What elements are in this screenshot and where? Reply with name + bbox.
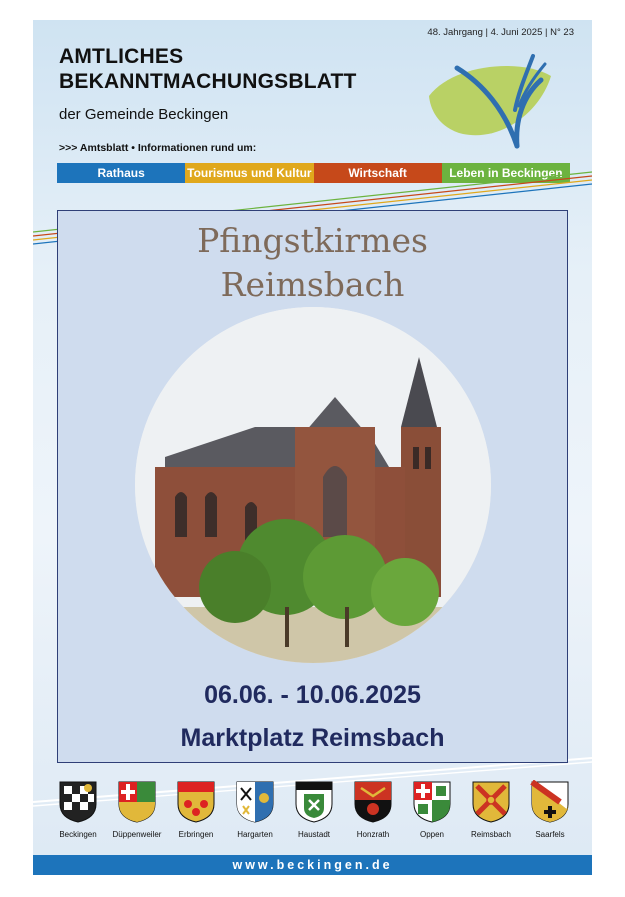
issue-info: 48. Jahrgang | 4. Juni 2025 | N° 23 — [427, 27, 574, 38]
masthead-title — [59, 44, 357, 94]
poster-title-line1: Pfingstkirmes — [197, 221, 428, 260]
honzrath-crest-icon — [353, 780, 393, 824]
beckingen-crest-icon — [58, 780, 98, 824]
haustadt-crest-icon — [294, 780, 334, 824]
crest-reimsbach — [462, 780, 520, 839]
crest-honzrath — [344, 780, 402, 839]
oppen-crest-icon — [412, 780, 452, 824]
crest-label: Erbringen — [178, 830, 214, 839]
nav-rathaus[interactable]: Rathaus — [57, 163, 185, 183]
saarfels-crest-icon — [530, 780, 570, 824]
crest-label: Düppenweiler — [112, 830, 162, 839]
event-location: Marktplatz Reimsbach — [180, 724, 445, 752]
crest-label: Beckingen — [59, 830, 97, 839]
nav-tourismus-kultur[interactable]: Tourismus und Kultur — [185, 163, 313, 183]
crest-label: Saarfels — [535, 830, 565, 839]
church-photo — [135, 307, 491, 663]
hargarten-crest-icon — [235, 780, 275, 824]
crest-dueppenweiler — [108, 780, 166, 839]
crest-saarfels — [521, 780, 579, 839]
crest-hargarten — [226, 780, 284, 839]
crest-beckingen — [49, 780, 107, 839]
crest-label: Haustadt — [297, 830, 331, 839]
poster-title-line2: Reimsbach — [220, 265, 405, 304]
masthead-title-line1: AMTLICHES — [59, 45, 184, 68]
masthead-title-line2: BEKANNTMACHUNGSBLATT — [59, 70, 357, 93]
crest-erbringen — [167, 780, 225, 839]
erbringen-crest-icon — [176, 780, 216, 824]
tagline: >>> Amtsblatt • Informationen rund um: — [59, 142, 257, 154]
crest-haustadt — [285, 780, 343, 839]
nav-wirtschaft[interactable]: Wirtschaft — [314, 163, 442, 183]
village-crests — [49, 780, 579, 839]
nav-leben-in-beckingen[interactable]: Leben in Beckingen — [442, 163, 570, 183]
dueppenweiler-crest-icon — [117, 780, 157, 824]
municipality-logo — [423, 50, 563, 155]
masthead-subtitle: der Gemeinde Beckingen — [59, 106, 229, 123]
crest-label: Honzrath — [356, 830, 390, 839]
website-url[interactable]: www.beckingen.de — [33, 855, 592, 875]
crest-label: Hargarten — [237, 830, 273, 839]
crest-label: Reimsbach — [470, 830, 511, 839]
event-poster — [57, 210, 568, 763]
crest-label: Oppen — [419, 830, 445, 839]
reimsbach-crest-icon — [471, 780, 511, 824]
event-dates: 06.06. - 10.06.2025 — [204, 681, 421, 709]
crest-oppen — [403, 780, 461, 839]
newsletter-cover — [33, 20, 592, 875]
